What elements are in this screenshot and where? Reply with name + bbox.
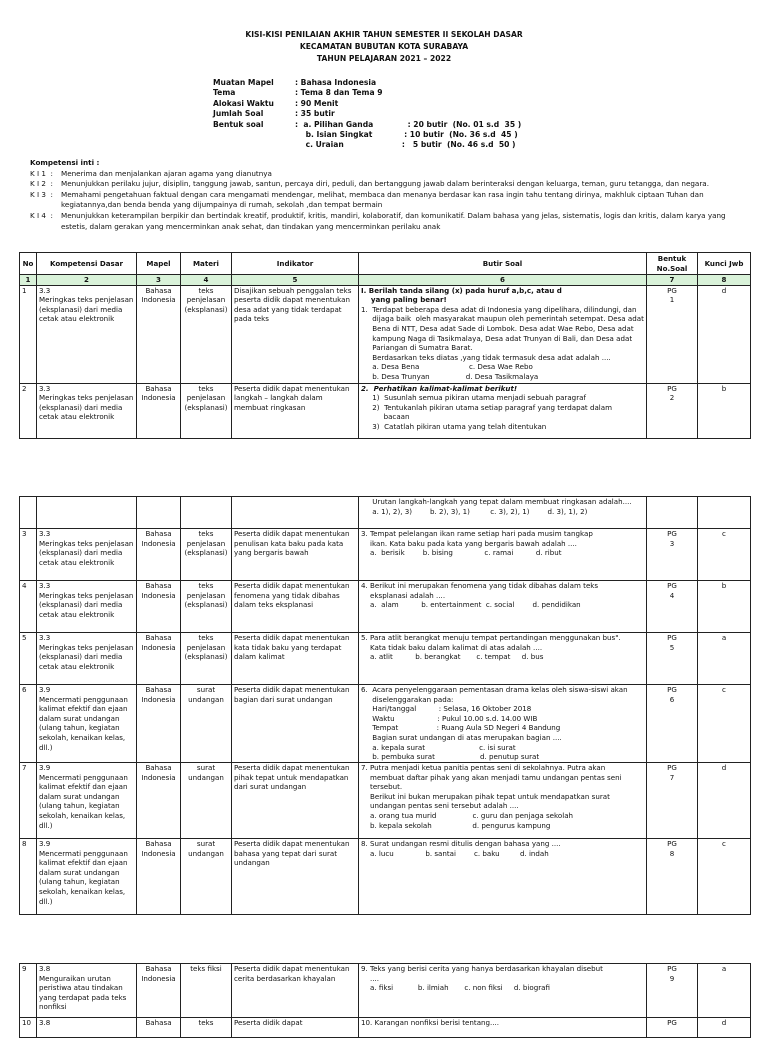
core-competency-item: [30, 179, 740, 190]
material-cell: surat undangan: [181, 839, 232, 915]
core-competency-text: Memahami pengetahuan faktual dengan cara mengamati mendengar, melihat, membaca dan menanya berdasar kan rasa ingin tahu tentang dirinya, makhluk ciptaan Tuhan dan kegiatannya,dan benda benda yang dijumpainya di rumah, sekolah ,dan tempat bermain: [61, 189, 704, 210]
basic-competency: 3.3 Meringkas teks penjelasan (eksplanasi) dari media cetak atau elektronik: [37, 633, 137, 685]
material-cell: teks penjelasan (eksplanasi): [181, 285, 232, 383]
core-competencies: [30, 158, 740, 232]
empty-cell: [232, 497, 359, 529]
basic-competency: 3.3 Meringkas teks penjelasan (eksplanasi) dari media cetak atau elektronik: [37, 581, 137, 633]
row-number: 10: [20, 1018, 37, 1038]
doc-subtitle-district: KECAMATAN BUBUTAN KOTA SURABAYA: [299, 42, 469, 51]
question-cell: [359, 1018, 647, 1038]
question-text: 7. Putra menjadi ketua panitia pentas seni di sekolahnya. Putra akan membuat daftar pihak yang akan menjadi tamu undangan pentas seni tersebut. Berikut ini bukan merupakan pihak tepat untuk mendapatkan surat undangan pentas seni tersebut adalah .... a. orang tua murid c. guru dan penjaga sekolah b. kepala sekolah d. pengurus kampung: [361, 763, 622, 830]
table-row: [20, 285, 751, 383]
empty-cell: [20, 497, 37, 529]
answer-key: a: [698, 633, 751, 685]
subject-cell: Bahasa Indonesia: [137, 964, 181, 1018]
question-type-number: PG 2: [647, 383, 698, 438]
question-text: 10. Karangan nonfiksi berisi tentang....: [361, 1018, 500, 1027]
question-type-number: PG 6: [647, 685, 698, 763]
material-cell: teks penjelasan (eksplanasi): [181, 633, 232, 685]
basic-competency: 3.8 Menguraikan urutan peristiwa atau tindakan yang terdapat pada teks nonfiksi: [37, 964, 137, 1018]
question-type-number: PG 7: [647, 763, 698, 839]
material-cell: teks: [181, 1018, 232, 1038]
question-type-number: PG: [647, 1018, 698, 1038]
answer-key: b: [698, 383, 751, 438]
subject-info-row: [213, 99, 521, 109]
basic-competency: 3.3 Meringkas teks penjelasan (eksplanasi) dari media cetak atau elektronik: [37, 285, 137, 383]
answer-key: d: [698, 285, 751, 383]
subject-info-label: Muatan Mapel: [213, 78, 274, 87]
table-row: [20, 1018, 751, 1038]
core-competency-item: [30, 211, 740, 232]
doc-title: KISI-KISI PENILAIAN AKHIR TAHUN SEMESTER II SEKOLAH DASAR: [245, 30, 523, 39]
subject-info-row: [213, 78, 521, 88]
row-number: 4: [20, 581, 37, 633]
question-text: 9. Teks yang berisi cerita yang hanya berdasarkan khayalan disebut .... a. fiksi b. ilmiah c. non fiksi d. biografi: [361, 964, 603, 993]
material-cell: surat undangan: [181, 763, 232, 839]
answer-key: d: [698, 763, 751, 839]
question-instruction: I. Berilah tanda silang (x) pada huruf a,b,c, atau d yang paling benar!: [361, 285, 562, 305]
indicator-cell: Peserta didik dapat: [232, 1018, 359, 1038]
indicator-cell: Peserta didik dapat menentukan cerita berdasarkan khayalan: [232, 964, 359, 1018]
table-row: [20, 529, 751, 581]
question-text: 3. Tempat pelelangan ikan rame setiap hari pada musim tangkap ikan. Kata baku pada kata yang bergaris bawah adalah .... a. berisik b. bising c. ramai d. ribut: [361, 529, 593, 558]
question-type-number: PG 4: [647, 581, 698, 633]
subject-info-value: : a. Pilihan Ganda : 20 butir (No. 01 s.d 35 ): [295, 119, 522, 129]
question-cell: [359, 685, 647, 763]
indicator-cell: Peserta didik dapat menentukan penulisan kata baku pada kata yang bergaris bawah: [232, 529, 359, 581]
basic-competency: 3.8: [37, 1018, 137, 1038]
question-cell: [359, 763, 647, 839]
column-header: Butir Soal: [359, 253, 647, 275]
subject-cell: Bahasa Indonesia: [137, 763, 181, 839]
subject-cell: Bahasa Indonesia: [137, 383, 181, 438]
column-index: 2: [37, 275, 137, 286]
row-number: 2: [20, 383, 37, 438]
indicator-cell: Peserta didik dapat menentukan bagian dari surat undangan: [232, 685, 359, 763]
column-index: 1: [20, 275, 37, 286]
column-index: 5: [232, 275, 359, 286]
subject-cell: Bahasa Indonesia: [137, 685, 181, 763]
grid-table-page-1: [19, 252, 751, 439]
subject-info-label: Bentuk soal: [213, 119, 264, 129]
subject-info-label: Alokasi Waktu: [213, 98, 274, 108]
material-cell: teks penjelasan (eksplanasi): [181, 581, 232, 633]
core-competency-text: Menerima dan menjalankan ajaran agama yang dianutnya: [61, 168, 272, 178]
core-competency-item: [30, 190, 740, 211]
subject-info-value: : Tema 8 dan Tema 9: [295, 88, 383, 98]
subject-info-row: [213, 88, 521, 98]
core-competency-code: K I 1 :: [30, 168, 53, 178]
question-text: 4. Berikut ini merupakan fenomena yang tidak dibahas dalam teks eksplanasi adalah .... a. alam b. entertainment c. social d. pendidikan: [361, 581, 599, 610]
column-index: 4: [181, 275, 232, 286]
column-header: Materi: [181, 253, 232, 275]
row-number: 9: [20, 964, 37, 1018]
question-type-number: PG 3: [647, 529, 698, 581]
subject-info-value: c. Uraian : 5 butir (No. 46 s.d 50 ): [295, 140, 516, 150]
indicator-cell: Peserta didik dapat menentukan pihak tepat untuk mendapatkan dari surat undangan: [232, 763, 359, 839]
question-text: 5. Para atlit berangkat menuju tempat pertandingan menggunakan bus". Kata tidak baku dalam kalimat di atas adalah .... a. atlit b. berangkat c. tempat d. bus: [361, 633, 621, 662]
answer-key: c: [698, 529, 751, 581]
column-header: Kunci Jwb: [698, 253, 751, 275]
basic-competency: 3.9 Mencermati penggunaan kalimat efektif dan ejaan dalam surat undangan (ulang tahun, kegiatan sekolah, kenaikan kelas, dll.): [37, 763, 137, 839]
empty-cell: [647, 497, 698, 529]
question-type-number: PG 9: [647, 964, 698, 1018]
column-header: Mapel: [137, 253, 181, 275]
subject-info-row: [213, 140, 521, 150]
material-cell: teks fiksi: [181, 964, 232, 1018]
subject-info-row: [213, 109, 521, 119]
column-header: Indikator: [232, 253, 359, 275]
doc-subtitle-year: TAHUN PELAJARAN 2021 – 2022: [316, 54, 452, 63]
answer-key: c: [698, 839, 751, 915]
core-competency-text: Menunjukkan perilaku jujur, disiplin, tanggung jawab, santun, percaya diri, peduli, dan bertanggung jawab dalam berinteraksi dengan keluarga, teman, guru tetangga, dan negara.: [61, 179, 709, 189]
subject-info-value: b. Isian Singkat : 10 butir (No. 36 s.d 45 ): [295, 130, 518, 140]
question-cell: [359, 285, 647, 383]
question-type-number: PG 5: [647, 633, 698, 685]
empty-cell: [37, 497, 137, 529]
question-text: Urutan langkah-langkah yang tepat dalam membuat ringkasan adalah.... a. 1), 2), 3) b. 2), 3), 1) c. 3), 2), 1) d. 3), 1), 2): [359, 497, 647, 529]
indicator-cell: Peserta didik dapat menentukan langkah – langkah dalam membuat ringkasan: [232, 383, 359, 438]
row-number: 3: [20, 529, 37, 581]
core-competency-code: K I 2 :: [30, 179, 53, 189]
answer-key: c: [698, 685, 751, 763]
table-index-row: [20, 275, 751, 286]
question-cell: [359, 581, 647, 633]
grid-table-page-3: [19, 963, 751, 1038]
material-cell: teks penjelasan (eksplanasi): [181, 383, 232, 438]
answer-key: d: [698, 1018, 751, 1038]
question-text: 6. Acara penyelenggaraan pementasan drama kelas oleh siswa-siswi akan diselenggarakan pada: Hari/tanggal : Selasa, 16 Oktober 2018 Waktu : Pukul 10.00 s.d. 14.00 WIB Tempat : Ruang Aula SD Negeri 4 Bandung Bagian surat undangan di atas merupakan bagian .... a. kepala surat c. isi surat b. pembuka surat d. penutup surat: [361, 685, 628, 762]
subject-cell: Bahasa Indonesia: [137, 285, 181, 383]
subject-info-row: [213, 120, 521, 130]
table-row: [20, 383, 751, 438]
subject-cell: Bahasa Indonesia: [137, 581, 181, 633]
table-row: [20, 964, 751, 1018]
answer-key: b: [698, 581, 751, 633]
material-cell: teks penjelasan (eksplanasi): [181, 529, 232, 581]
material-cell: surat undangan: [181, 685, 232, 763]
question-cell: [359, 383, 647, 438]
row-number: 1: [20, 285, 37, 383]
question-text: 1. Terdapat beberapa desa adat di Indonesia yang dipelihara, dilindungi, dan dijaga baik oleh masyarakat maupun oleh pemerintah setempat. Desa adat Bena di NTT, Desa adat Sade di Lombok. Desa adat Wae Rebo, Desa adat kampung Naga di Tasikmalaya, Desa adat Trunyan di Bali, dan Desa adat Pariangan di Sumatra Barat. Berdasarkan teks diatas ,yang tidak termasuk desa adat adalah .... a. Desa Bena c. Desa Wae Rebo b. Desa Trunyan d. Desa Tasikmalaya: [361, 304, 644, 381]
subject-info-row: [213, 130, 521, 140]
table-row: [20, 633, 751, 685]
question-text: 8. Surat undangan resmi ditulis dengan bahasa yang .... a. lucu b. santai c. baku d. indah: [361, 839, 561, 858]
question-type-number: PG 1: [647, 285, 698, 383]
question-text: 1) Susunlah semua pikiran utama menjadi sebuah paragraf 2) Tentukanlah pikiran utama setiap paragraf yang terdapat dalam bacaan 3) Catatlah pikiran utama yang telah ditentukan: [372, 393, 613, 431]
table-row: [20, 839, 751, 915]
subject-cell: Bahasa Indonesia: [137, 529, 181, 581]
table-row: [20, 581, 751, 633]
empty-cell: [698, 497, 751, 529]
subject-info-value: : 35 butir: [295, 109, 335, 119]
table-header-row: [20, 253, 751, 275]
column-index: 8: [698, 275, 751, 286]
basic-competency: 3.3 Meringkas teks penjelasan (eksplanasi) dari media cetak atau elektronik: [37, 529, 137, 581]
core-competency-code: K I 4 :: [30, 210, 53, 220]
subject-info-label: [213, 140, 295, 150]
basic-competency: 3.3 Meringkas teks penjelasan (eksplanasi) dari media cetak atau elektronik: [37, 383, 137, 438]
question-cell: [359, 529, 647, 581]
indicator-cell: Peserta didik dapat menentukan bahasa yang tepat dari surat undangan: [232, 839, 359, 915]
empty-cell: [137, 497, 181, 529]
core-competency-item: [30, 169, 740, 180]
column-header: Bentuk No.Soal: [647, 253, 698, 275]
table-row: [20, 763, 751, 839]
core-competency-text: Menunjukkan keterampilan berpikir dan bertindak kreatif, produktif, kritis, mandiri, kolaboratif, dan komunikatif. Dalam bahasa yang jelas, sistematis, logis dan kritis, dalam karya yang estetis, dalam gerakan yang mencerminkan anak sehat, dan tindakan yang mencerminkan perilaku anak: [61, 210, 726, 231]
column-header: No: [20, 253, 37, 275]
answer-key: a: [698, 964, 751, 1018]
question-instruction: 2. Perhatikan kalimat-kalimat berikut!: [361, 383, 518, 393]
question-cell: [359, 839, 647, 915]
row-number: 7: [20, 763, 37, 839]
subject-cell: Bahasa Indonesia: [137, 633, 181, 685]
column-index: 3: [137, 275, 181, 286]
subject-info-label: [213, 130, 295, 140]
core-competencies-title: Kompetensi inti :: [30, 158, 100, 167]
subject-info: [213, 78, 521, 151]
table-row-continuation: [20, 497, 751, 529]
subject-info-value: : Bahasa Indonesia: [295, 78, 377, 87]
grid-table-page-2: [19, 496, 751, 915]
basic-competency: 3.9 Mencermati penggunaan kalimat efektif dan ejaan dalam surat undangan (ulang tahun, kegiatan sekolah, kenaikan kelas, dll.): [37, 685, 137, 763]
row-number: 5: [20, 633, 37, 685]
subject-cell: Bahasa: [137, 1018, 181, 1038]
indicator-cell: Peserta didik dapat menentukan kata tidak baku yang terdapat dalam kalimat: [232, 633, 359, 685]
table-row: [20, 685, 751, 763]
subject-cell: Bahasa Indonesia: [137, 839, 181, 915]
subject-info-label: Tema: [213, 88, 236, 98]
empty-cell: [181, 497, 232, 529]
subject-info-value: : 90 Menit: [295, 98, 339, 108]
column-index: 6: [359, 275, 647, 286]
row-number: 8: [20, 839, 37, 915]
indicator-cell: Disajikan sebuah penggalan teks peserta didik dapat menentukan desa adat yang tidak terdapat pada teks: [232, 285, 359, 383]
subject-info-label: Jumlah Soal: [213, 109, 264, 119]
question-cell: [359, 633, 647, 685]
row-number: 6: [20, 685, 37, 763]
column-header: Kompetensi Dasar: [37, 253, 137, 275]
question-type-number: PG 8: [647, 839, 698, 915]
core-competency-code: K I 3 :: [30, 189, 53, 199]
basic-competency: 3.9 Mencermati penggunaan kalimat efektif dan ejaan dalam surat undangan (ulang tahun, kegiatan sekolah, kenaikan kelas, dll.): [37, 839, 137, 915]
question-cell: [359, 964, 647, 1018]
indicator-cell: Peserta didik dapat menentukan fenomena yang tidak dibahas dalam teks eksplanasi: [232, 581, 359, 633]
column-index: 7: [647, 275, 698, 286]
